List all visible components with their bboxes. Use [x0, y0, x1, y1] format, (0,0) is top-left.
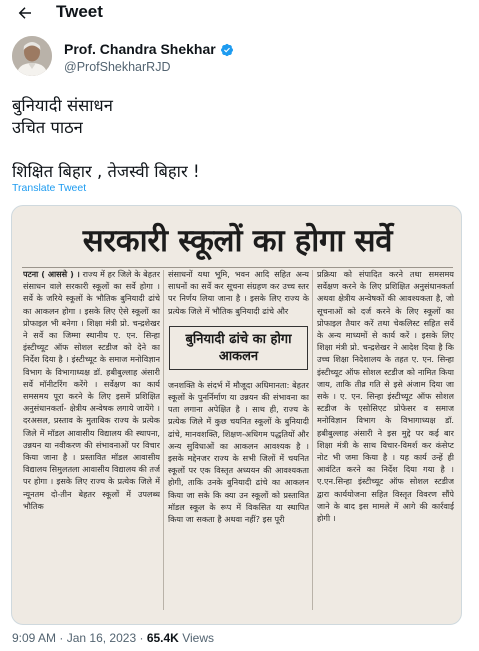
column-divider — [312, 270, 313, 610]
tweet-line: बुनियादी संसाधन — [12, 96, 113, 115]
views-label: Views — [182, 631, 214, 645]
tweet-meta — [12, 630, 214, 646]
tweet-time[interactable]: 9:09 AM — [12, 631, 57, 645]
clipping-column-2 — [168, 268, 309, 618]
clipping-column-3 — [317, 268, 454, 618]
newspaper-clipping-image[interactable] — [11, 205, 462, 625]
column-divider — [163, 270, 164, 610]
tweet-line: उचित पाठन — [12, 118, 83, 137]
author-row — [12, 36, 472, 78]
back-button[interactable] — [14, 2, 36, 24]
verified-badge-icon — [220, 43, 234, 57]
clipping-column-1 — [23, 268, 160, 618]
clipping-headline: सरकारी स्कूलों का होगा सर्वे — [82, 223, 393, 259]
clipping-subheadline-box: बुनियादी ढांचे का होगा आकलन — [169, 326, 308, 370]
page-title: Tweet — [56, 2, 103, 21]
translate-tweet-link[interactable]: Translate Tweet — [12, 182, 87, 194]
clipping-body — [23, 268, 454, 618]
clipping-text: जनशक्ति के संदर्भ में मौजूदा अधिमानता: बेहतर स्कूलों के पुनर्निर्माण या उन्नयन की संभावना का पता लगाना अपेक्षित है । साथ ही, राज्य के प्रत्येक जिले में कुछ चयनित स्कूलों के बुनियादी ढांचे, मानवशक्ति, शिक्षण-अधिगम पद्धतियों और अन्य सुविधाओं का आकलन आवश्यक है । इसके मद्देनजर राज्य के सभी जिलों में चयनित स्कूलों पर एक विस्तृत अध्ययन की आवश्यकता होगी, ताकि उनके बुनियादी ढांचे का आकलन किया जा सके कि क्या उन स्कूलों को प्रस्तावित मॉडल स्कूल के रूप में विकसित या स्थापित किया जा सकता है अथवा नहीं? इस पूरी — [168, 379, 309, 525]
top-bar — [0, 0, 479, 26]
tweet-text — [12, 95, 472, 183]
clipping-text: संसाधनों यथा भूमि, भवन आदि सहित अन्य साधनों का सर्वे कर सूचना संग्रहण कर उच्च स्तर पर निर्णय लिया जाना है । इसके लिए राज्य के प्रत्येक जिले में भौतिक बुनियादी ढांचे और — [168, 269, 309, 316]
tweet-date[interactable]: Jan 16, 2023 — [66, 631, 137, 645]
avatar[interactable] — [12, 36, 52, 76]
meta-separator: · — [139, 631, 144, 645]
author-handle[interactable]: @ProfShekharRJD — [64, 60, 171, 74]
avatar-image — [12, 36, 52, 76]
author-name[interactable]: Prof. Chandra Shekhar — [64, 41, 216, 57]
clipping-text: राज्य में हर जिले के बेहतर संसाधन वाले सरकारी स्कूलों का सर्वे होगा । सर्वे के जरिये स्कूलों के भौतिक बुनियादी ढांचे का आकलन होगा । इसके लिए ऐसे स्कूलों का प्रोफाइल भी बनेगा । शिक्षा मंत्री प्रो. चन्द्रशेखर ने सर्वे का जिम्मा स्थानीय ए. एन. सिन्हा इंस्टीच्यूट ऑफ सोशल स्टडीज को देने का निर्देश दिया है । इंस्टीच्यूट के समाज मनोविज्ञान विभाग के विभागाध्यक्ष डॉ. हबीबुल्लाह अंसारी सर्वे मॉनीटरिंग करेंगे । सर्वेक्षण का कार्य समसमय पूरा करने के लिए इसमें प्रशिक्षित अनुसंधानकर्ता- क्षेत्रीय अन्वेषक लगाये जायेंगे । दरअसल, प्रस्ताव के मुताबिक राज्य के प्रत्येक जिले में मॉडल आवासीय विद्यालय की स्थापना, उन्नयन या नवीकरण की संभावनाओं पर विचार किया जाना है । प्रस्तावित मॉडल आवासीय विद्यालय सिमुलतला आवासीय विद्यालय की तर्ज पर होगा । इसके लिए राज्य के प्रत्येक जिले में न्यूनतम दो-तीन बेहतर स्कूलों में उपलब्ध भौतिक — [23, 269, 160, 511]
tweet-line: शिक्षित बिहार , तेजस्वी बिहार ! — [12, 162, 200, 181]
clipping-text: प्रक्रिया को संपादित करने तथा समसमय सर्वेक्षण करने के लिए प्रशिक्षित अनुसंधानकर्ता अथवा क्षेत्रीय अन्वेषकों की आवश्यकता है, जो सूचनाओं को दर्ज करने के लिए स्कूलों का प्रोफाइल तैयार करें तथा चेकलिस्ट सहित सर्वे के अन्य माध्यमों से कार्य करें । इसके लिए शिक्षा मंत्री प्रो. चन्द्रशेखर ने आदेश दिया है कि उच्च शिक्षा निदेशालय के तहत ए. एन. सिन्हा इंस्टीच्यूट ऑफ सोशल स्टडीज को नामित किया जाय, ताकि तीव्र गति से इसे अंजाम दिया जा सके । ए. एन. सिन्हा इंस्टीच्यूट ऑफ सोशल स्टडीज के एसोसिएट प्रोफेसर व समाज मनोविज्ञान विभाग के विभागाध्यक्ष डॉ. हबीबुल्लाह अंसारी ने इस मुद्दे पर कई बार शिक्षा मंत्री के साथ विचार-विमर्श कर कंसेप्ट नोट भी जमा किया है । यह कार्य उन्हें ही आवंटित करने का निर्देश दिया गया है । ए.एन.सिन्हा इंस्टीच्यूट ऑफ सोशल स्टडीज द्वारा कार्ययोजना सहित विस्तृत विवरण सौंपे जाने के बाद इस मामले में आगे की कार्रवाई होगी । — [317, 269, 454, 524]
views-count: 65.4K — [146, 631, 179, 645]
clipping-dateline: पटना ( आससे ) । — [23, 269, 80, 279]
arrow-left-icon — [16, 4, 34, 22]
meta-separator: · — [59, 631, 64, 645]
